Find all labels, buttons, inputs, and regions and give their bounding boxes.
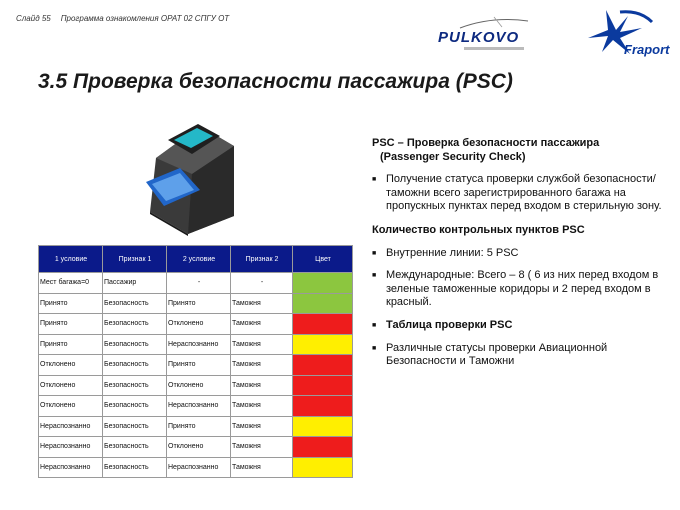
table-row xyxy=(39,314,353,335)
table-row xyxy=(39,375,353,396)
description-panel xyxy=(372,137,668,369)
fraport-logo-text: Fraport xyxy=(624,42,670,57)
square-bullet-icon: ■ xyxy=(372,344,377,352)
table-row xyxy=(39,273,353,294)
cell-condition-2: Нераспознанно xyxy=(167,396,231,417)
definition-title: PSC – Проверка безопасности пассажира xyxy=(372,137,600,149)
bullet-item xyxy=(372,247,668,261)
square-bullet-icon: ■ xyxy=(372,272,377,280)
cell-condition-2: Отклонено xyxy=(167,314,231,335)
bullet-item xyxy=(372,173,668,214)
program-name: Программа ознакомления OPAT 02 СПГУ ОТ xyxy=(60,14,230,23)
pulkovo-logo xyxy=(432,14,562,54)
cell-color xyxy=(293,437,353,458)
cell-sign-1: Безопасность xyxy=(103,437,167,458)
cell-condition-1: Нераспознанно xyxy=(39,457,103,478)
table-row xyxy=(39,457,353,478)
cell-condition-2: Отклонено xyxy=(167,375,231,396)
bullet-text: Таблица проверки PSC xyxy=(386,318,513,331)
cell-condition-2: Нераспознанно xyxy=(167,457,231,478)
bullet-text: Внутренние линии: 5 PSC xyxy=(386,246,519,259)
psc-scanner-image xyxy=(140,118,240,236)
bullet-text: Различные статусы проверки Авиационной Безопасности и Таможни xyxy=(386,341,608,368)
cell-sign-1: Безопасность xyxy=(103,457,167,478)
cell-condition-2: Принято xyxy=(167,293,231,314)
cell-sign-1: Безопасность xyxy=(103,396,167,417)
psc-status-table xyxy=(38,245,353,478)
cell-sign-1: Безопасность xyxy=(103,293,167,314)
cell-condition-1: Нераспознанно xyxy=(39,437,103,458)
cell-color xyxy=(293,334,353,355)
table-row xyxy=(39,416,353,437)
bullet-item xyxy=(372,269,668,310)
bullet-item xyxy=(372,319,668,333)
cell-condition-1: Нераспознанно xyxy=(39,416,103,437)
table-row xyxy=(39,334,353,355)
cell-sign-2: Таможня xyxy=(231,314,293,335)
cell-sign-1: Пассажир xyxy=(103,273,167,294)
cell-sign-1: Безопасность xyxy=(103,355,167,376)
cell-condition-2: Нераспознанно xyxy=(167,334,231,355)
square-bullet-icon: ■ xyxy=(372,249,377,257)
cell-condition-2: Отклонено xyxy=(167,437,231,458)
pulkovo-logo-text: PULKOVO xyxy=(438,29,520,46)
cell-color xyxy=(293,293,353,314)
section-title: Количество контрольных пунктов PSC xyxy=(372,223,585,236)
cell-sign-2: Таможня xyxy=(231,416,293,437)
cell-sign-2: Таможня xyxy=(231,375,293,396)
cell-color xyxy=(293,355,353,376)
page-title: 3.5 Проверка безопасности пассажира (PSC) xyxy=(38,70,513,93)
cell-color xyxy=(293,396,353,417)
cell-condition-1: Мест багажа=0 xyxy=(39,273,103,294)
cell-condition-2: Принято xyxy=(167,355,231,376)
fraport-logo xyxy=(580,8,672,60)
table-header-row xyxy=(39,246,353,273)
col-header-condition-2: 2 условие xyxy=(167,246,231,273)
table-row xyxy=(39,396,353,417)
col-header-condition-1: 1 условие xyxy=(39,246,103,273)
cell-sign-2: Таможня xyxy=(231,437,293,458)
cell-condition-1: Отклонено xyxy=(39,375,103,396)
cell-color xyxy=(293,416,353,437)
cell-condition-1: Принято xyxy=(39,293,103,314)
bullet-text: Международные: Всего – 8 ( 6 из них перед входом в зеленые таможенные коридоры и 2 перед входом в красный. xyxy=(386,269,659,309)
col-header-sign-1: Признак 1 xyxy=(103,246,167,273)
cell-sign-2: Таможня xyxy=(231,396,293,417)
col-header-sign-2: Признак 2 xyxy=(231,246,293,273)
table-row xyxy=(39,355,353,376)
table-row xyxy=(39,437,353,458)
slide-number: Слайд 55 xyxy=(16,14,51,23)
square-bullet-icon: ■ xyxy=(372,321,377,329)
cell-sign-1: Безопасность xyxy=(103,314,167,335)
bullet-text: Получение статуса проверки службой безопасности/таможни всего зарегистрированного багажа на пропускных пунктах перед входом в стерильную зону. xyxy=(386,173,662,213)
cell-condition-1: Принято xyxy=(39,334,103,355)
square-bullet-icon: ■ xyxy=(372,176,377,184)
col-header-color: Цвет xyxy=(293,246,353,273)
cell-sign-1: Безопасность xyxy=(103,375,167,396)
cell-sign-2: Таможня xyxy=(231,457,293,478)
cell-condition-1: Отклонено xyxy=(39,396,103,417)
cell-sign-2: Таможня xyxy=(231,355,293,376)
cell-color xyxy=(293,314,353,335)
bullet-item xyxy=(372,342,668,369)
cell-sign-1: Безопасность xyxy=(103,416,167,437)
cell-sign-2: Таможня xyxy=(231,293,293,314)
slide-header xyxy=(16,14,229,23)
cell-condition-1: Отклонено xyxy=(39,355,103,376)
table-row xyxy=(39,293,353,314)
cell-sign-1: Безопасность xyxy=(103,334,167,355)
definition-subtitle: (Passenger Security Check) xyxy=(380,150,526,163)
cell-sign-2: - xyxy=(231,273,293,294)
cell-condition-2: - xyxy=(167,273,231,294)
cell-condition-2: Принято xyxy=(167,416,231,437)
cell-color xyxy=(293,273,353,294)
cell-condition-1: Принято xyxy=(39,314,103,335)
cell-color xyxy=(293,457,353,478)
cell-color xyxy=(293,375,353,396)
cell-sign-2: Таможня xyxy=(231,334,293,355)
